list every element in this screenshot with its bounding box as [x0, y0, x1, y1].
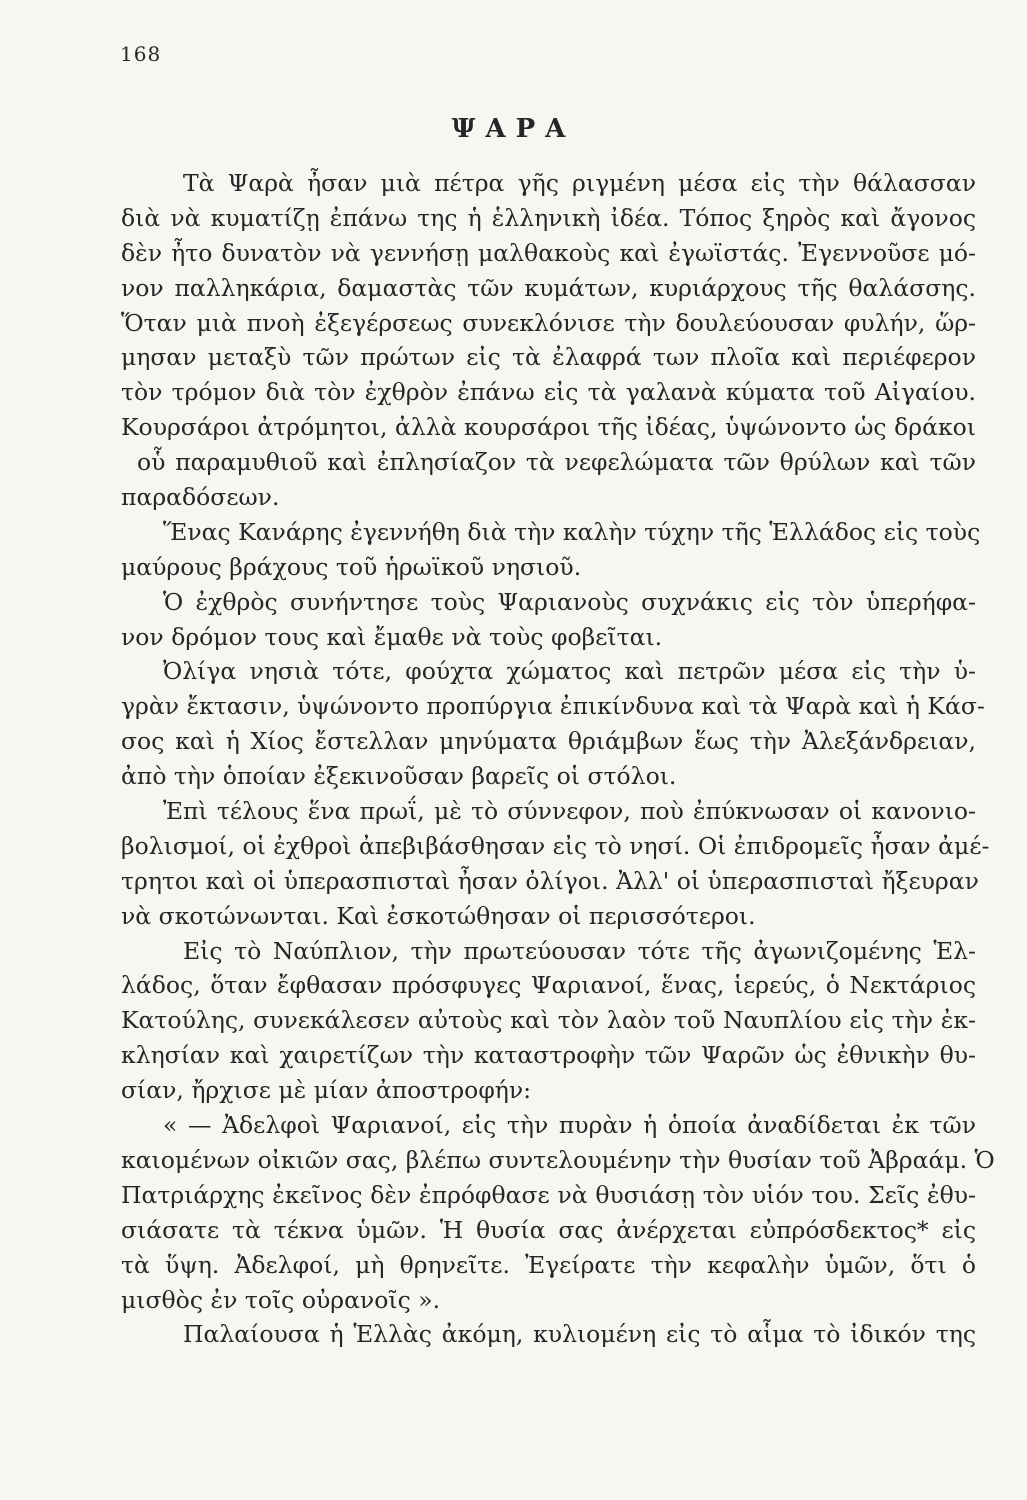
- text-line: μισθὸς ἐν τοῖς οὐρανοῖς ».: [121, 1285, 441, 1314]
- text-line: λάδος, ὅταν ἔφθασαν πρόσφυγες Ψαριανοί, ἕνας, ἱερεύς, ὁ Νεκτάριος: [121, 971, 976, 1000]
- text-line: τρητοι καὶ οἱ ὑπερασπισταὶ ἦσαν ὀλίγοι. Ἀλλ' οἱ ὑπερασπισταὶ ἤξευραν: [121, 866, 979, 895]
- text-line: διὰ νὰ κυματίζῃ ἐπάνω της ἡ ἑλληνικὴ ἰδέα. Τόπος ξηρὸς καὶ ἄγονος: [121, 203, 976, 232]
- text-line: τὰ ὕψη. Ἀδελφοί, μὴ θρηνεῖτε. Ἐγείρατε τὴν κεφαλὴν ὑμῶν, ὅτι ὁ: [121, 1250, 976, 1279]
- text-line: Τὰ Ψαρὰ ἦσαν μιὰ πέτρα γῆς ριγμένη μέσα εἰς τὴν θάλασσαν: [183, 169, 976, 197]
- text-line: Κατούλης, συνεκάλεσεν αὐτοὺς καὶ τὸν λαὸν τοῦ Ναυπλίου εἰς τὴν ἐκ-: [121, 1006, 976, 1035]
- text-line: « — Ἀδελφοὶ Ψαριανοί, εἰς τὴν πυρὰν ἡ ὁποία ἀναδίδεται ἐκ τῶν: [163, 1111, 976, 1140]
- text-line: νον παλληκάρια, δαμαστὰς τῶν κυμάτων, κυριάρχους τῆς θαλάσσης.: [121, 273, 976, 302]
- text-line: σιάσατε τὰ τέκνα ὑμῶν. Ἡ θυσία σας ἀνέρχεται εὐπρόσδεκτος* εἰς: [121, 1215, 976, 1244]
- text-line: νὰ σκοτώνωνται. Καὶ ἐσκοτώθησαν οἱ περισσότεροι.: [121, 901, 756, 930]
- text-line: μησαν μεταξὺ τῶν πρώτων εἰς τὰ ἐλαφρά των πλοῖα καὶ περιέφερον: [121, 343, 976, 372]
- text-line: καιομένων οἰκιῶν σας, βλέπω συντελουμένην τὴν θυσίαν τοῦ Ἀβραάμ. Ὁ: [121, 1145, 995, 1174]
- text-line: Ὁ ἐχθρὸς συνήντησε τοὺς Ψαριανοὺς συχνάκις εἰς τὸν ὑπερήφα-: [163, 587, 976, 616]
- text-line: ἀπὸ τὴν ὁποίαν ἐξεκινοῦσαν βαρεῖς οἱ στόλοι.: [121, 762, 677, 791]
- text-line: σίαν, ἤρχισε μὲ μίαν ἀποστροφήν:: [121, 1076, 532, 1105]
- text-line: γρὰν ἔκτασιν, ὑψώνοντο προπύργια ἐπικίνδυνα καὶ τὰ Ψαρὰ καὶ ἡ Κάσ-: [121, 692, 985, 721]
- text-line: παραδόσεων.: [121, 483, 280, 512]
- text-line: οὗ παραμυθιοῦ καὶ ἐπλησίαζον τὰ νεφελώματα τῶν θρύλων καὶ τῶν: [137, 448, 976, 477]
- page-title: ΨΑΡΑ: [451, 114, 576, 144]
- text-line: Κουρσάροι ἀτρόμητοι, ἀλλὰ κουρσάροι τῆς ἰδέας, ὑψώνοντο ὡς δράκοι: [121, 413, 976, 442]
- text-line: Ἐπὶ τέλους ἕνα πρωΐ, μὲ τὸ σύννεφον, ποὺ ἐπύκνωσαν οἱ κανονιο-: [163, 797, 976, 826]
- text-line: δὲν ἦτο δυνατὸν νὰ γεννήσῃ μαλθακοὺς καὶ ἐγωϊστάς. Ἐγεννοῦσε μό-: [121, 238, 976, 267]
- text-line: Ἕνας Κανάρης ἐγεννήθη διὰ τὴν καλὴν τύχην τῆς Ἑλλάδος εἰς τοὺς: [163, 517, 981, 546]
- page-number: 168: [120, 42, 162, 66]
- body-text: [121, 166, 995, 1352]
- text-line: Εἰς τὸ Ναύπλιον, τὴν πρωτεύουσαν τότε τῆς ἀγωνιζομένης Ἑλ-: [183, 936, 976, 965]
- text-line: Παλαίουσα ἡ Ἑλλὰς ἀκόμη, κυλιομένη εἰς τὸ αἷμα τὸ ἰδικόν της: [183, 1320, 976, 1349]
- text-line: Πατριάρχης ἐκεῖνος δὲν ἐπρόφθασε νὰ θυσιάσῃ τὸν υἱόν του. Σεῖς ἐθυ-: [121, 1180, 976, 1209]
- text-line: μαύρους βράχους τοῦ ἡρωϊκοῦ νησιοῦ.: [121, 552, 582, 581]
- text-line: κλησίαν καὶ χαιρετίζων τὴν καταστροφὴν τῶν Ψαρῶν ὡς ἐθνικὴν θυ-: [121, 1041, 976, 1070]
- text-line: νον δρόμον τους καὶ ἔμαθε νὰ τοὺς φοβεῖται.: [121, 622, 663, 651]
- text-line: Ὅταν μιὰ πνοὴ ἐξεγέρσεως συνεκλόνισε τὴν δουλεύουσαν φυλήν, ὥρ-: [121, 308, 976, 337]
- text-line: Ὀλίγα νησιὰ τότε, φούχτα χώματος καὶ πετρῶν μέσα εἰς τὴν ὑ-: [163, 657, 976, 686]
- text-line: τὸν τρόμον διὰ τὸν ἐχθρὸν ἐπάνω εἰς τὰ γαλανὰ κύματα τοῦ Αἰγαίου.: [121, 378, 976, 407]
- text-line: σος καὶ ἡ Χίος ἔστελλαν μηνύματα θριάμβων ἕως τὴν Ἀλεξάνδρειαν,: [121, 727, 976, 756]
- text-line: βολισμοί, οἱ ἐχθροὶ ἀπεβιβάσθησαν εἰς τὸ νησί. Οἱ ἐπιδρομεῖς ἦσαν ἀμέ-: [121, 831, 990, 860]
